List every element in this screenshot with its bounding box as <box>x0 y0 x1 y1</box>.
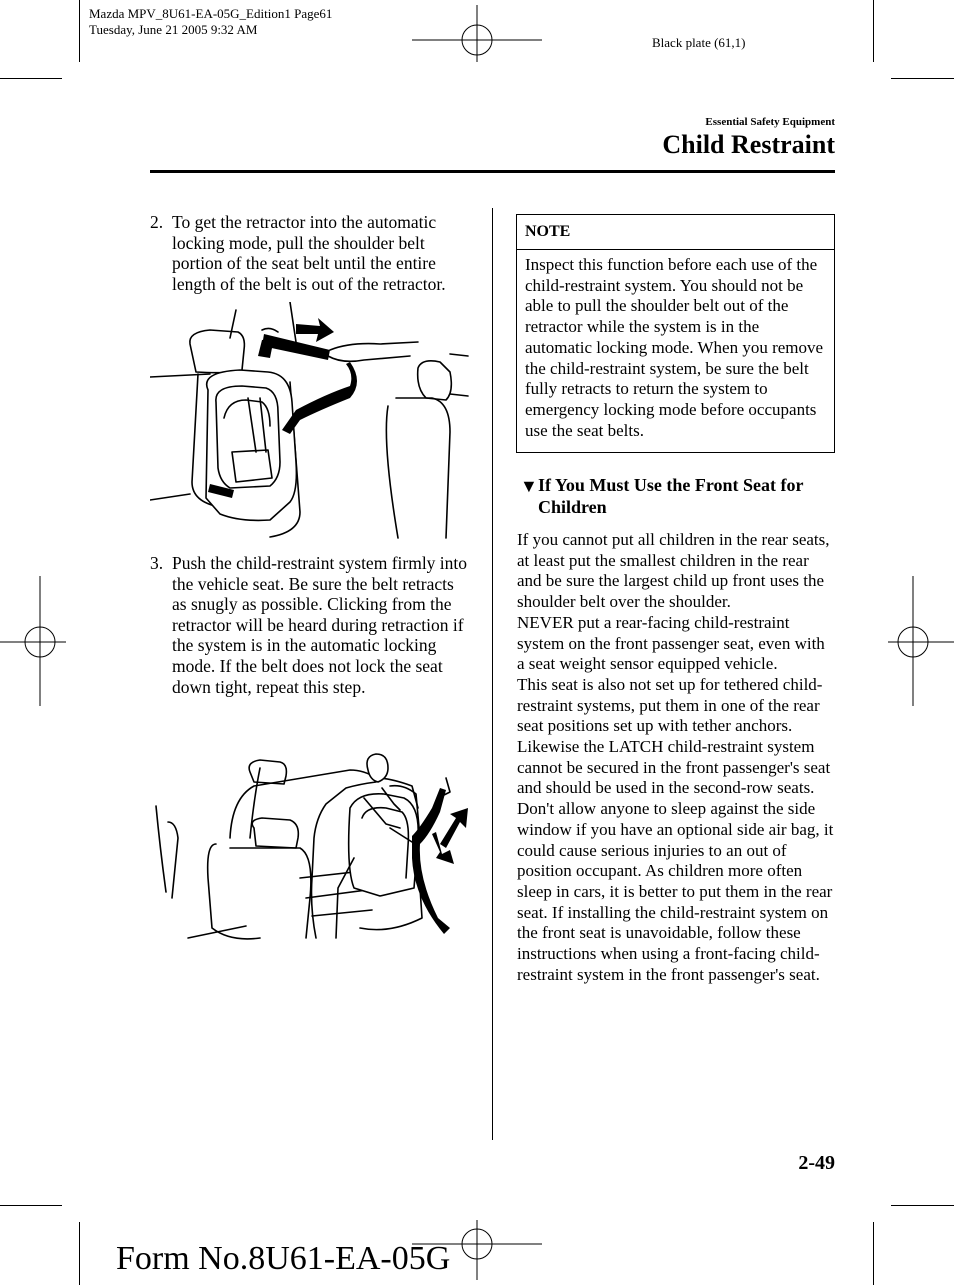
child-seat-belt-pull-illustration <box>150 302 470 542</box>
registration-target-icon <box>412 0 542 80</box>
step-2-number: 2. <box>150 212 164 232</box>
page-number: 2-49 <box>798 1152 835 1174</box>
paragraph: If you cannot put all children in the rear seats, at least put the smallest children in the rear and be sure the largest child up front uses the shoulder belt over the shoulder. <box>517 530 830 612</box>
print-header-line1: Mazda MPV_8U61-EA-05G_Edition1 Page61 <box>89 6 333 21</box>
paragraph: Likewise the LATCH child-restraint system cannot be secured in the front passenger's seat and should be used in the second-row seats. <box>517 737 831 798</box>
print-header <box>89 6 332 38</box>
note-heading-text: NOTE <box>525 223 571 240</box>
note-box <box>516 214 835 453</box>
step-3-text: Push the child-restraint system firmly into the vehicle seat. Be sure the belt retracts as snugly as possible. Clicking from the retractor will be heard during retraction if the system is in the automatic locking mode. If the belt does not lock the seat down tight, repeat this step. <box>172 553 468 697</box>
form-number: Form No.8U61-EA-05G <box>116 1240 451 1277</box>
print-header-line2: Tuesday, June 21 2005 9:32 AM <box>89 22 258 37</box>
page-title: Child Restraint <box>662 130 835 159</box>
note-heading <box>517 215 834 250</box>
step-3-number: 3. <box>150 553 164 573</box>
registration-target-icon <box>884 576 954 706</box>
column-divider <box>492 208 493 1140</box>
child-seat-push-illustration <box>150 748 470 948</box>
registration-target-icon <box>0 576 70 706</box>
triangle-marker-icon: ▼ <box>520 476 538 496</box>
step-3 <box>150 553 475 723</box>
paragraph: NEVER put a rear-facing child-restraint system on the front passenger seat, even with a seat weight sensor equipped vehicle. <box>517 612 825 674</box>
paragraph: Don't allow anyone to sleep against the side window if you have an optional side air bag, it could cause serious injuries to an out of position occupant. As children more often sleep in cars, it is better to put them in the rear seat. If installing the child-restraint system on the front seat is unavoidable, follow these instructions when using a front-facing child-restraint system in the front passenger's seat. <box>517 799 834 984</box>
note-text: Inspect this function before each use of the child-restraint system. You should not be able to pull the shoulder belt out of the retractor while the system is in the automatic locking mode. When you remove the child-restraint system, be sure the belt fully retracts to return the system to emergency locking mode before occupants use the seat belts. <box>525 255 824 440</box>
subsection-heading-text: If You Must Use the Front Seat for Children <box>538 475 804 517</box>
plate-label: Black plate (61,1) <box>652 35 746 50</box>
header-rule <box>150 170 835 173</box>
step-2 <box>150 212 475 302</box>
section-label: Essential Safety Equipment <box>705 116 835 128</box>
subsection-body <box>517 530 835 985</box>
paragraph: This seat is also not set up for tethered child-restraint systems, put them in one of the rear seat positions set up with tether anchors. <box>517 674 823 736</box>
step-2-text: To get the retractor into the automatic locking mode, pull the shoulder belt portion of the seat belt until the entire length of the belt is out of the retractor. <box>172 212 446 294</box>
